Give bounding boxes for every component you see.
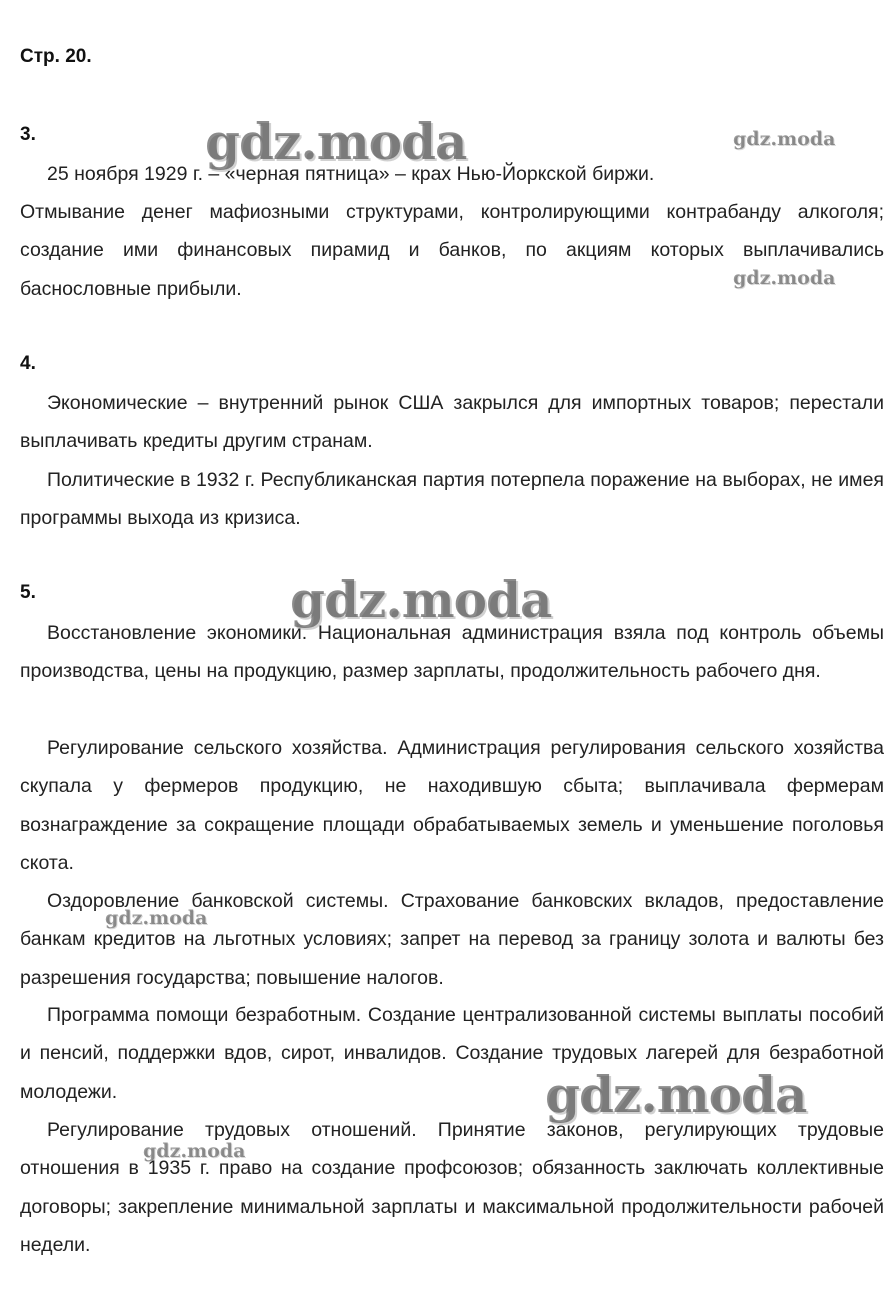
paragraph: Отмывание денег мафиозными структурами, контролирующими контрабанду алкоголя; создание ими финансовых пирамид и банков, по акциям которых выплачивались баснословные прибыли.: [20, 201, 884, 300]
paragraph: Регулирование трудовых отношений. Принятие законов, регулирующих трудовые отношения в 1935 г. право на создание профсоюзов; обязанность заключать коллективные договоры; закрепление минимальной зарплаты и максимальной продолжительности рабочей недели.: [20, 1119, 884, 1257]
paragraph: Оздоровление банковской системы. Страхование банковских вкладов, предоставление банкам кредитов на льготных условиях; запрет на перевод за границу золота и валюты без разрешения государства; повышение налогов.: [20, 890, 884, 989]
paragraph: Регулирование сельского хозяйства. Администрация регулирования сельского хозяйства скупала у фермеров продукцию, не находившую сбыта; выплачивала фермерам вознаграждение за сокращение площади обрабатываемых земель и уменьшение поголовья скота.: [20, 737, 884, 875]
section-number: 5.: [20, 582, 36, 603]
watermark-logo: gdz.moda: [143, 1140, 246, 1162]
paragraph: Программа помощи безработным. Создание централизованной системы выплаты пособий и пенсий, поддержки вдов, сирот, инвалидов. Создание трудовых лагерей для безработной молодежи.: [20, 1004, 884, 1103]
watermark-logo: gdz.moda: [733, 267, 836, 289]
watermark-logo: gdz.moda: [545, 1065, 807, 1124]
paragraph: 25 ноября 1929 г. – «черная пятница» – крах Нью-Йоркской биржи.: [47, 163, 655, 185]
section-number: 3.: [20, 124, 36, 145]
page-title: Стр. 20.: [20, 46, 92, 67]
watermark-logo: gdz.moda: [290, 570, 552, 629]
watermark-logo: gdz.moda: [105, 907, 208, 929]
paragraph: Экономические – внутренний рынок США закрылся для импортных товаров; перестали выплачивать кредиты другим странам.: [20, 392, 884, 453]
paragraph: Политические в 1932 г. Республиканская партия потерпела поражение на выборах, не имея программы выхода из кризиса.: [20, 469, 884, 530]
section-number: 4.: [20, 353, 36, 374]
paragraph: Восстановление экономики. Национальная администрация взяла под контроль объемы производства, цены на продукцию, размер зарплаты, продолжительность рабочего дня.: [20, 622, 884, 683]
watermark-logo: gdz.moda: [205, 112, 467, 171]
watermark-logo: gdz.moda: [733, 128, 836, 150]
